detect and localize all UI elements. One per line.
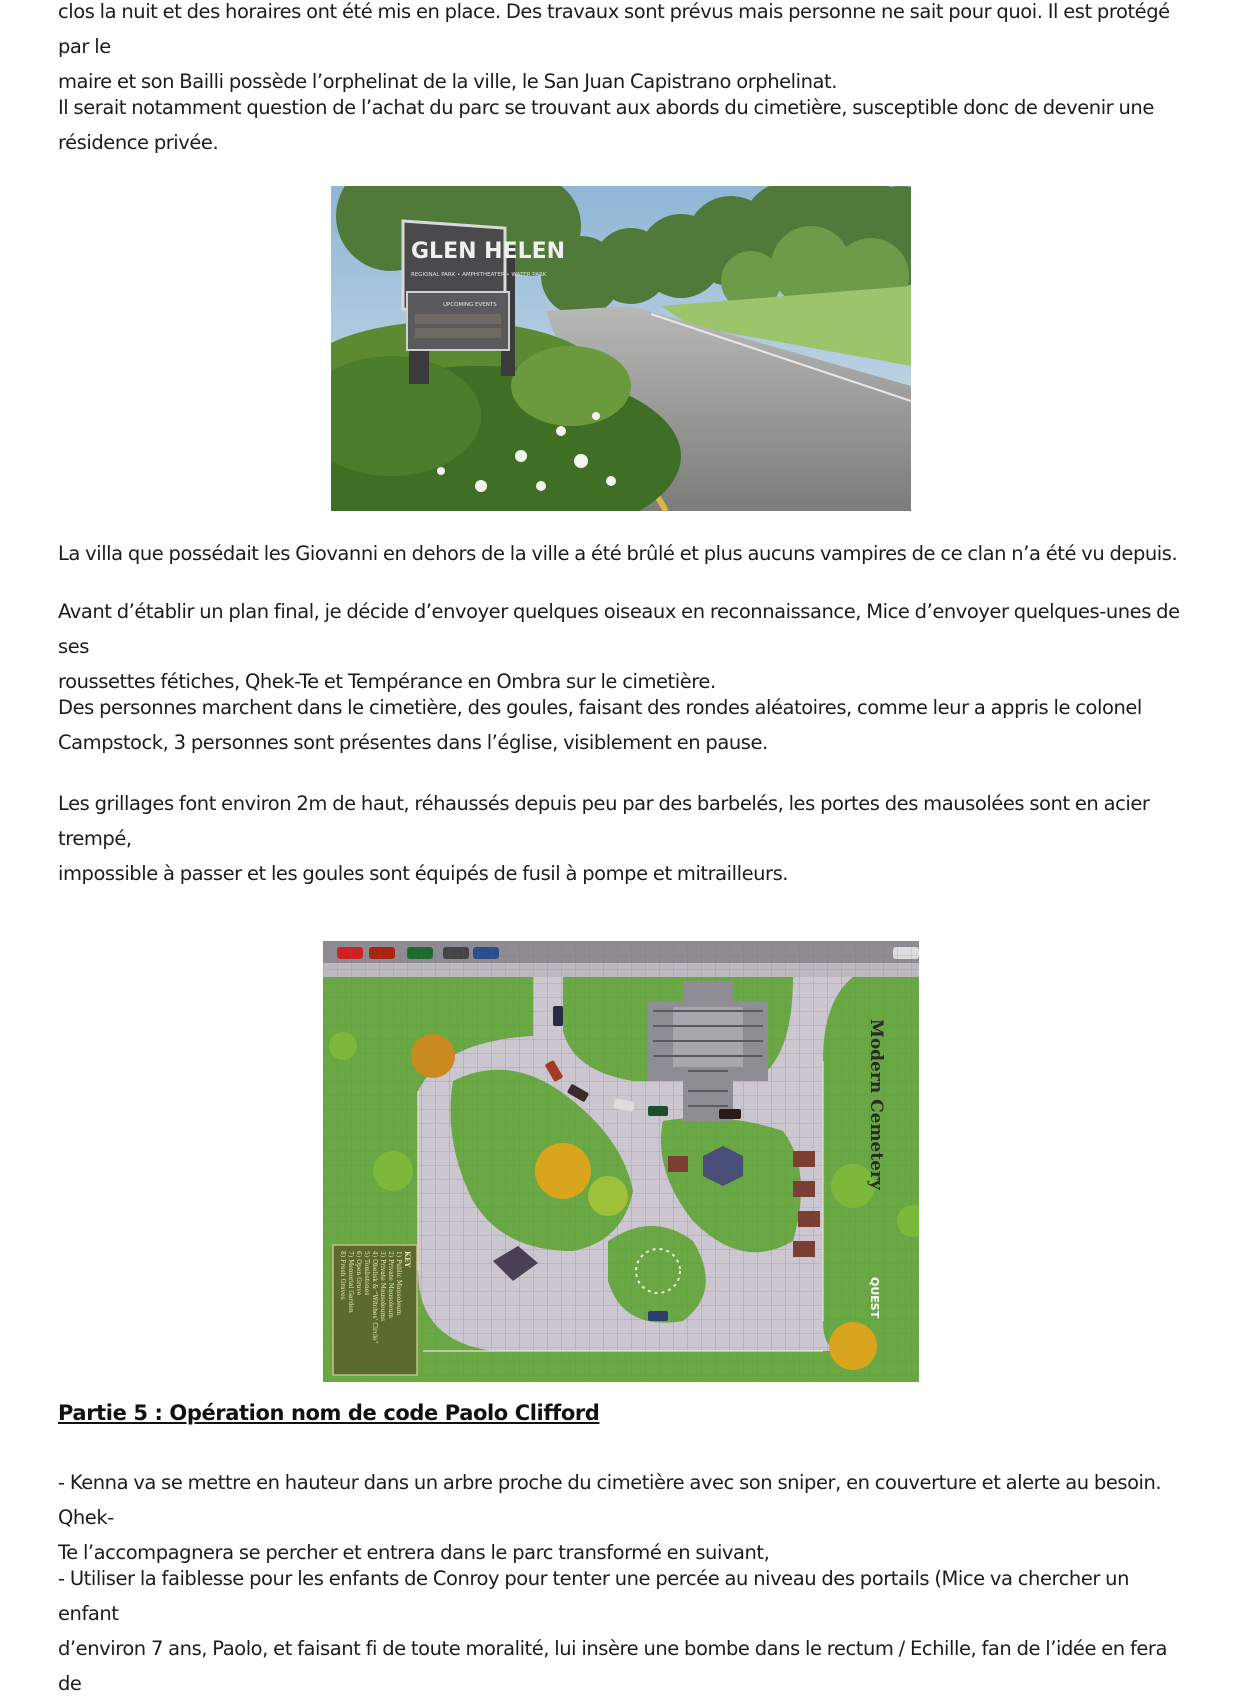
paragraph-cemetery-closure	[58, 0, 1188, 99]
map-key-item: 3) Private Mausoleums	[379, 1251, 386, 1322]
map-key-item: 2) Private Mausoleum	[387, 1251, 394, 1319]
paragraph-line: d’environ 7 ans, Paolo, et faisant fi de toute moralité, lui insère une bombe dans le rectum / Echille, fan de l’idée en fera de	[58, 1637, 1167, 1695]
paragraph-line: - Utiliser la faiblesse pour les enfants de Conroy pour tenter une percée au niveau des portails (Mice va chercher un enfant	[58, 1567, 1129, 1625]
paragraph-line: Il serait notamment question de l’achat du parc se trouvant aux abords du cimetière, susceptible donc de devenir une	[58, 96, 1154, 119]
map-key	[333, 1245, 417, 1375]
cemetery-map	[323, 941, 919, 1382]
map-title: Modern Cemetery	[866, 1019, 886, 1190]
sign-subtitle: REGIONAL PARK • AMPHITHEATER • WATER PARK	[411, 272, 547, 278]
paragraph-line: Te l’accompagnera se percher et entrera dans le parc transformé en suivant,	[58, 1541, 770, 1564]
paragraph-line: - Kenna va se mettre en hauteur dans un arbre proche du cimetière avec son sniper, en couverture et alerte au besoin. Qhek-	[58, 1471, 1162, 1529]
sign-title: GLEN HELEN	[411, 239, 566, 264]
paragraph-line: clos la nuit et des horaires ont été mis en place. Des travaux sont prévus mais personne ne sait pour quoi. Il est protégé par le	[58, 0, 1170, 58]
paragraph-line: Avant d’établir un plan final, je décide d’envoyer quelques oiseaux en reconnaissance, Mice d’envoyer quelques-unes de ses	[58, 600, 1180, 658]
paragraph-line: Les grillages font environ 2m de haut, réhaussés depuis peu par des barbelés, les portes des mausolées sont en acier trempé,	[58, 792, 1150, 850]
map-brand: QUEST	[868, 1277, 881, 1319]
paragraph-line: impossible à passer et les goules sont équipés de fusil à pompe et mitrailleurs.	[58, 862, 789, 885]
paragraph-kenna-plan	[58, 1465, 1188, 1570]
map-key-item: 6) Open Grave	[355, 1251, 362, 1296]
paragraph-conroy-plan	[58, 1561, 1188, 1701]
paragraph-ghouls-patrol	[58, 690, 1142, 760]
paragraph-fences	[58, 786, 1188, 891]
sign-events: UPCOMING EVENTS	[443, 302, 497, 308]
paragraph-park-purchase	[58, 90, 1154, 160]
paragraph-line: résidence privée.	[58, 131, 219, 154]
section-heading: Partie 5 : Opération nom de code Paolo Clifford	[58, 1401, 600, 1425]
map-key-heading: KEY	[403, 1251, 412, 1268]
map-key-item: 8) Fresh Graves	[339, 1251, 346, 1300]
paragraph-line: Campstock, 3 personnes sont présentes dans l’église, visiblement en pause.	[58, 731, 768, 754]
paragraph-giovanni-villa	[58, 536, 1177, 571]
map-key-item: 1) Public Mausoleum	[395, 1251, 402, 1316]
map-key-item: 7) Memorial Garden	[347, 1251, 354, 1313]
map-key-item: 4) Obelisk & “Witches’ Circle”	[371, 1251, 378, 1344]
paragraph-line: La villa que possédait les Giovanni en dehors de la ville a été brûlé et plus aucuns vampires de ce clan n’a été vu depuis.	[58, 542, 1178, 565]
paragraph-reconnaissance	[58, 594, 1188, 699]
map-key-item: 5) Tombstones	[363, 1251, 370, 1296]
paragraph-line: maire et son Bailli possède l’orphelinat de la ville, le San Juan Capistrano orphelinat.	[58, 70, 837, 93]
paragraph-line: roussettes fétiches, Qhek-Te et Tempérance en Ombra sur le cimetière.	[58, 670, 716, 693]
paragraph-line: Des personnes marchent dans le cimetière, des goules, faisant des rondes aléatoires, comme leur a appris le colonel	[58, 696, 1142, 719]
park-entrance-photo	[331, 186, 911, 511]
